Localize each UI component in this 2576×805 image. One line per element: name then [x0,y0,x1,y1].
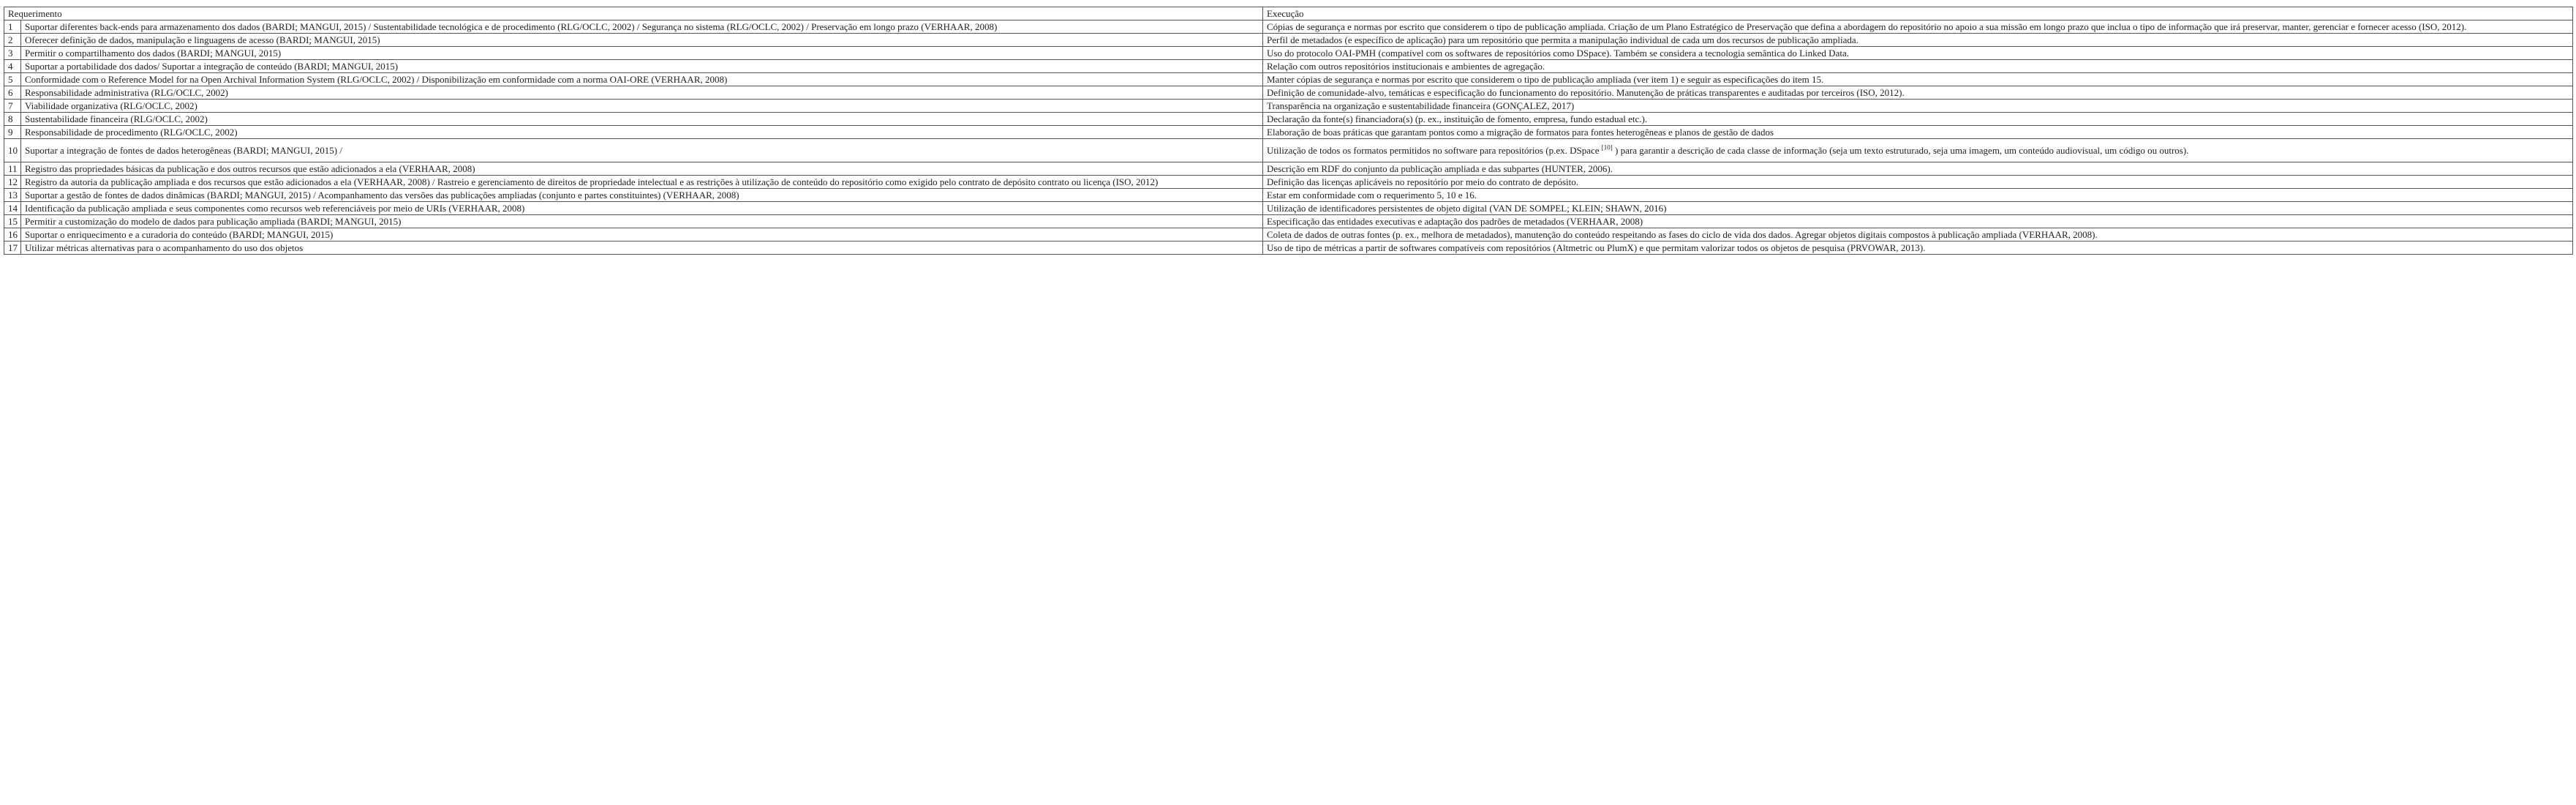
requirement-cell: Permitir a customização do modelo de dados para publicação ampliada (BARDI; MANGUI, 2015) [21,215,1263,228]
requirements-table [4,7,2573,255]
table-row [4,176,2573,189]
requirements-table-container [4,7,2572,255]
execution-cell: Estar em conformidade com o requerimento 5, 10 e 16. [1263,189,2573,202]
row-number: 5 [4,73,21,86]
requirement-cell: Suportar a gestão de fontes de dados dinâmicas (BARDI; MANGUI, 2015) / Acompanhamento das versões das publicações ampliadas (conjunto e partes constituintes) (VERHAAR, 2008) [21,189,1263,202]
table-row [4,47,2573,60]
row-number: 16 [4,228,21,242]
table-row [4,86,2573,100]
execution-cell: Coleta de dados de outras fontes (p. ex., melhora de metadados), manutenção do conteúdo respeitando as fases do ciclo de vida dos dados. Agregar objetos digitais compostos à publicação ampliada (VERHAAR, 2008). [1263,228,2573,242]
requirement-cell: Sustentabilidade financeira (RLG/OCLC, 2002) [21,113,1263,126]
execution-cell: Descrição em RDF do conjunto da publicação ampliada e das subpartes (HUNTER, 2006). [1263,162,2573,176]
requirement-cell: Suportar a portabilidade dos dados/ Suportar a integração de conteúdo (BARDI; MANGUI, 2015) [21,60,1263,73]
requirement-cell: Registro da autoria da publicação ampliada e dos recursos que estão adicionados a ela (VERHAAR, 2008) / Rastreio e gerenciamento de direitos de propriedade intelectual e as restrições à utilização de conteúdo do repositório como exigido pelo contrato de depósito contrato ou licença (ISO, 2012) [21,176,1263,189]
requirement-cell: Conformidade com o Reference Model for na Open Archival Information System (RLG/OCLC, 2002) / Disponibilização em conformidade com a norma OAI-ORE (VERHAAR, 2008) [21,73,1263,86]
execution-cell: Utilização de identificadores persistentes de objeto digital (VAN DE SOMPEL; KLEIN; SHAWN, 2016) [1263,202,2573,215]
row-number: 3 [4,47,21,60]
row-number: 8 [4,113,21,126]
requirement-cell: Responsabilidade de procedimento (RLG/OCLC, 2002) [21,126,1263,139]
row-number: 4 [4,60,21,73]
header-execution: Execução [1263,7,2573,20]
execution-cell: Definição das licenças aplicáveis no repositório por meio do contrato de depósito. [1263,176,2573,189]
row-number: 6 [4,86,21,100]
row-number: 7 [4,100,21,113]
execution-cell: Relação com outros repositórios institucionais e ambientes de agregação. [1263,60,2573,73]
execution-text: Utilização de todos os formatos permitidos no software para repositórios (p.ex. DSpace [1267,145,1602,156]
table-row [4,126,2573,139]
table-row [4,20,2573,34]
table-row [4,60,2573,73]
execution-cell: Transparência na organização e sustentabilidade financeira (GONÇALEZ, 2017) [1263,100,2573,113]
table-row [4,189,2573,202]
requirement-cell: Suportar o enriquecimento e a curadoria do conteúdo (BARDI; MANGUI, 2015) [21,228,1263,242]
row-number: 2 [4,34,21,47]
row-number: 9 [4,126,21,139]
requirement-cell: Registro das propriedades básicas da publicação e dos outros recursos que estão adicionados a ela (VERHAAR, 2008) [21,162,1263,176]
row-number: 11 [4,162,21,176]
requirement-cell: Suportar a integração de fontes de dados heterogêneas (BARDI; MANGUI, 2015) / [21,139,1263,162]
requirement-cell: Oferecer definição de dados, manipulação e linguagens de acesso (BARDI; MANGUI, 2015) [21,34,1263,47]
execution-cell: Definição de comunidade-alvo, temáticas e especificação do funcionamento do repositório. Manutenção de práticas transparentes e auditadas por terceiros (ISO, 2012). [1263,86,2573,100]
table-row [4,113,2573,126]
requirement-cell: Responsabilidade administrativa (RLG/OCLC, 2002) [21,86,1263,100]
table-row [4,202,2573,215]
table-row [4,215,2573,228]
row-number: 17 [4,242,21,255]
requirement-cell: Viabilidade organizativa (RLG/OCLC, 2002) [21,100,1263,113]
table-row [4,73,2573,86]
execution-cell: Cópias de segurança e normas por escrito que considerem o tipo de publicação ampliada. Criação de um Plano Estratégico de Preservação que defina a abordagem do repositório no apoio a sua missão em longo prazo que inclua o tipo de informação que irá preservar, manter, gerenciar e fornecer acesso (ISO, 2012). [1263,20,2573,34]
table-header-row [4,7,2573,20]
requirement-cell: Utilizar métricas alternativas para o acompanhamento do uso dos objetos [21,242,1263,255]
header-requirement: Requerimento [4,7,1263,20]
execution-cell [1263,139,2573,162]
row-number: 15 [4,215,21,228]
row-number: 12 [4,176,21,189]
table-row [4,139,2573,162]
table-row [4,34,2573,47]
execution-cell: Especificação das entidades executivas e adaptação dos padrões de metadados (VERHAAR, 2008) [1263,215,2573,228]
row-number: 14 [4,202,21,215]
requirement-cell: Permitir o compartilhamento dos dados (BARDI; MANGUI, 2015) [21,47,1263,60]
row-number: 13 [4,189,21,202]
execution-text: ) para garantir a descrição de cada classe de informação (seja um texto estruturado, seja uma imagem, um conteúdo audiovisual, um código ou outros). [1612,145,2189,156]
execution-cell: Perfil de metadados (e específico de aplicação) para um repositório que permita a manipulação individual de cada um dos recursos de publicação ampliada. [1263,34,2573,47]
requirement-cell: Identificação da publicação ampliada e seus componentes como recursos web referenciáveis por meio de URIs (VERHAAR, 2008) [21,202,1263,215]
execution-cell: Uso do protocolo OAI-PMH (compatível com os softwares de repositórios como DSpace). Também se considera a tecnologia semântica do Linked Data. [1263,47,2573,60]
table-row [4,242,2573,255]
execution-cell: Manter cópias de segurança e normas por escrito que considerem o tipo de publicação ampliada (ver item 1) e seguir as especificações do item 15. [1263,73,2573,86]
footnote-link[interactable]: [10] [1601,143,1613,151]
table-row [4,228,2573,242]
requirement-cell: Suportar diferentes back-ends para armazenamento dos dados (BARDI; MANGUI, 2015) / Sustentabilidade tecnológica e de procedimento (RLG/OCLC, 2002) / Segurança no sistema (RLG/OCLC, 2002) / Preservação em longo prazo (VERHAAR, 2008) [21,20,1263,34]
execution-cell: Elaboração de boas práticas que garantam pontos como a migração de formatos para fontes heterogêneas e planos de gestão de dados [1263,126,2573,139]
execution-cell: Declaração da fonte(s) financiadora(s) (p. ex., instituição de fomento, empresa, fundo estadual etc.). [1263,113,2573,126]
row-number: 10 [4,139,21,162]
row-number: 1 [4,20,21,34]
execution-cell: Uso de tipo de métricas a partir de softwares compatíveis com repositórios (Altmetric ou PlumX) e que permitam valorizar todos os objetos de pesquisa (PRVOWAR, 2013). [1263,242,2573,255]
table-row [4,162,2573,176]
table-row [4,100,2573,113]
